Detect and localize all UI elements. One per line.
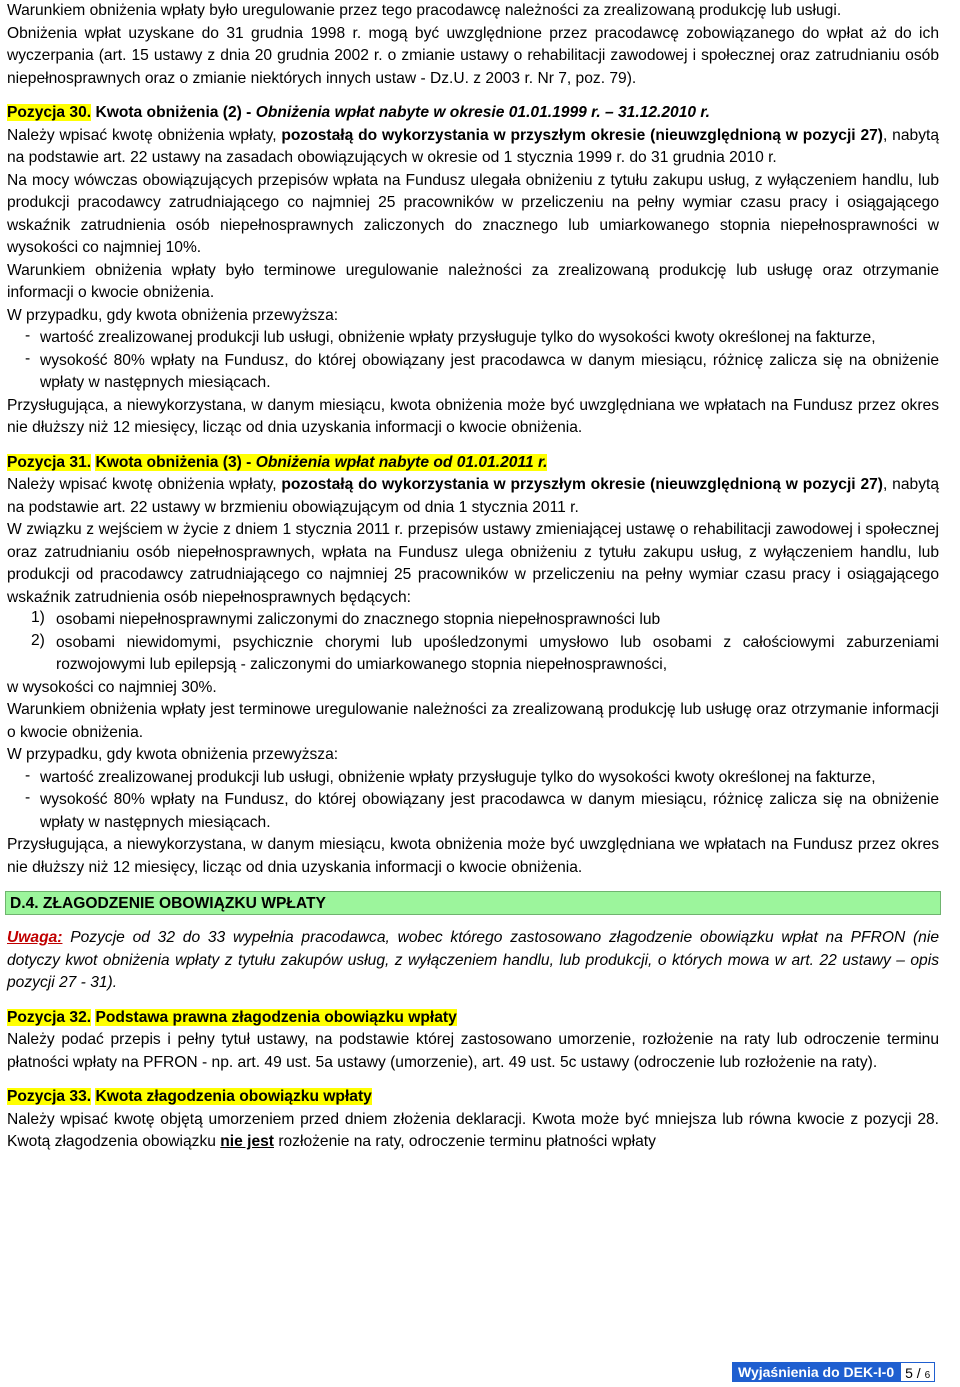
paragraph: W związku z wejściem w życie z dniem 1 stycznia 2011 r. przepisów ustawy zmieniającej ustawę o rehabilitacji zawodowej i społecznej oraz zatrudnianiu osób niepełnosprawnych, wpłata na Fundusz ulega obniżeniu z tytułu zakupu usług, z wyłączeniem handlu, lub produkcji od pracodawcy zatrudniającego co najmniej 25 pracowników w przeliczeniu na pełny wymiar czasu pracy i osiągającego wskaźnik zatrudnienia osób niepełnosprawnych będących: <box>7 521 939 606</box>
document-page <box>7 0 939 1154</box>
page-footer <box>732 1362 935 1382</box>
paragraph: Przysługująca, a niewykorzystana, w danym miesiącu, kwota obniżenia może być uwzględniana we wpłatach na Fundusz przez okres nie dłuższy niż 12 miesięcy, licząc od dnia uzyskania informacji o kwocie obniżenia. <box>7 836 939 876</box>
position-title: Kwota obniżenia (3) - <box>95 453 256 471</box>
position-label: Pozycja 33. <box>7 1088 92 1105</box>
paragraph: W przypadku, gdy kwota obniżenia przewyższa: <box>7 306 339 324</box>
list-item: - wartość zrealizowanej produkcji lub usługi, obniżenie wpłaty przysługuje tylko do wysokości kwoty określonej na fakturze, <box>25 327 876 346</box>
position-label: Pozycja 31. <box>7 453 92 471</box>
position-label: Pozycja 30. <box>7 104 92 121</box>
paragraph: Należy wpisać kwotę objętą umorzeniem przed dniem złożenia deklaracji. Kwota może być mniejsza lub równa kwocie z pozycji 28. Kwotą złagodzenia obowiązku nie jest rozłożenie na raty, odroczenie terminu płatności wpłaty <box>7 1110 939 1150</box>
position-title: Kwota złagodzenia obowiązku wpłaty <box>95 1088 372 1105</box>
position-title-italic: Obniżenia wpłat nabyte od 01.01.2011 r. <box>255 453 548 471</box>
list-item: - wysokość 80% wpłaty na Fundusz, do której obowiązany jest pracodawca w danym miesiącu, różnicę zalicza się na obniżenie wpłaty w następnych miesiącach. <box>25 789 939 831</box>
paragraph: Należy wpisać kwotę obniżenia wpłaty, pozostałą do wykorzystania w przyszłym okresie (nieuwzględnioną w pozycji 27), nabytą na podstawie art. 22 ustawy w brzmieniu obowiązującym od dnia 1 stycznia 2011 r. <box>7 476 939 516</box>
paragraph: Należy wpisać kwotę obniżenia wpłaty, pozostałą do wykorzystania w przyszłym okresie (nieuwzględnioną w pozycji 27), nabytą na podstawie art. 22 ustawy na zasadach obowiązujących w okresie od 1 stycznia 1999 r. do 31 grudnia 2010 r. <box>7 126 939 166</box>
list-item: 2) osobami niewidomymi, psychicznie chorymi lub upośledzonymi umysłowo lub osobami z całościowymi zaburzeniami rozwojowymi lub epilepsją - zaliczonymi do umiarkowanego stopnia niepełnosprawności, <box>31 631 939 673</box>
position-title: Kwota obniżenia (2) - <box>95 104 256 121</box>
page-number: 5 / 6 <box>900 1362 935 1382</box>
position-title: Podstawa prawna złagodzenia obowiązku wpłaty <box>95 1008 457 1026</box>
note-label: Uwaga: <box>7 929 63 946</box>
note-paragraph: Uwaga: Pozycje od 32 do 33 wypełnia pracodawca, wobec którego zastosowano złagodzenie obowiązku wpłat na PFRON (nie dotyczy kwot obniżenia wpłaty z tytułu zakupów usług, z wyłączeniem handlu, lub produkcji, o których mowa w art. 22 ustawy – opis pozycji 27 - 31). <box>7 929 939 991</box>
position-label: Pozycja 32. <box>7 1008 92 1026</box>
paragraph: Obniżenia wpłat uzyskane do 31 grudnia 1998 r. mogą być uwzględnione przez pracodawcę zobowiązanego do wpłat aż do ich wyczerpania (art. 15 ustawy z dnia 20 grudnia 2002 r. o zmianie ustawy o rehabilitacji zawodowej i społecznej oraz zatrudnianiu osób niepełnosprawnych oraz o zmianie niektórych innych ustaw - Dz.U. z 2003 r. Nr 7, poz. 79). <box>7 24 939 87</box>
paragraph: w wysokości co najmniej 30%. <box>7 678 217 696</box>
list-item: 1) osobami niepełnosprawnymi zaliczonymi do znacznego stopnia niepełnosprawności lub <box>31 609 661 628</box>
section-heading-d4: D.4. ZŁAGODZENIE OBOWIĄZKU WPŁATY <box>5 891 941 915</box>
position-33-heading <box>7 1086 939 1109</box>
paragraph: Warunkiem obniżenia wpłaty było uregulowanie przez tego pracodawcę należności za zrealizowaną produkcję lub usługi. <box>7 2 842 19</box>
paragraph: Przysługująca, a niewykorzystana, w danym miesiącu, kwota obniżenia może być uwzględniana we wpłatach na Fundusz przez okres nie dłuższy niż 12 miesięcy, licząc od dnia uzyskania informacji o kwocie obniżenia. <box>7 396 939 436</box>
footer-label: Wyjaśnienia do DEK-I-0 <box>732 1362 900 1382</box>
paragraph: W przypadku, gdy kwota obniżenia przewyższa: <box>7 746 339 763</box>
position-31-heading <box>7 452 939 475</box>
position-30-heading <box>7 102 939 125</box>
position-32-heading <box>7 1007 939 1030</box>
position-title-italic: Obniżenia wpłat nabyte w okresie 01.01.1999 r. – 31.12.2010 r. <box>255 104 710 121</box>
paragraph: Należy podać przepis i pełny tytuł ustawy, na podstawie której zastosowano umorzenie, rozłożenie na raty lub odroczenie terminu płatności wpłaty na PFRON - np. art. 49 ust. 5a ustawy (umorzenie), art. 49 ust. 5c ustawy (odroczenie lub rozłożenie na raty). <box>7 1031 939 1071</box>
paragraph: Na mocy wówczas obowiązujących przepisów wpłata na Fundusz ulegała obniżeniu z tytułu zakupu usług, z wyłączeniem handlu, lub produkcji pracodawcy zatrudniającego co najmniej 25 pracowników w przeliczeniu na pełny wymiar czasu pracy i osiągającego wskaźnik zatrudnienia osób niepełnosprawnych zaliczonych do znacznego lub umiarkowanego stopnia niepełnosprawności w wysokości co najmniej 10%. <box>7 171 939 256</box>
list-item: - wartość zrealizowanej produkcji lub usługi, obniżenie wpłaty przysługuje tylko do wysokości kwoty określonej na fakturze, <box>25 766 876 786</box>
list-item: - wysokość 80% wpłaty na Fundusz, do której obowiązany jest pracodawca w danym miesiącu, różnicę zalicza się na obniżenie wpłaty w następnych miesiącach. <box>25 349 939 391</box>
paragraph: Warunkiem obniżenia wpłaty było terminowe uregulowanie należności za zrealizowaną produkcję lub usługę oraz otrzymanie informacji o kwocie obniżenia. <box>7 261 939 301</box>
paragraph: Warunkiem obniżenia wpłaty jest terminowe uregulowanie należności za zrealizowaną produkcję lub usługę oraz otrzymanie informacji o kwocie obniżenia. <box>7 701 939 741</box>
